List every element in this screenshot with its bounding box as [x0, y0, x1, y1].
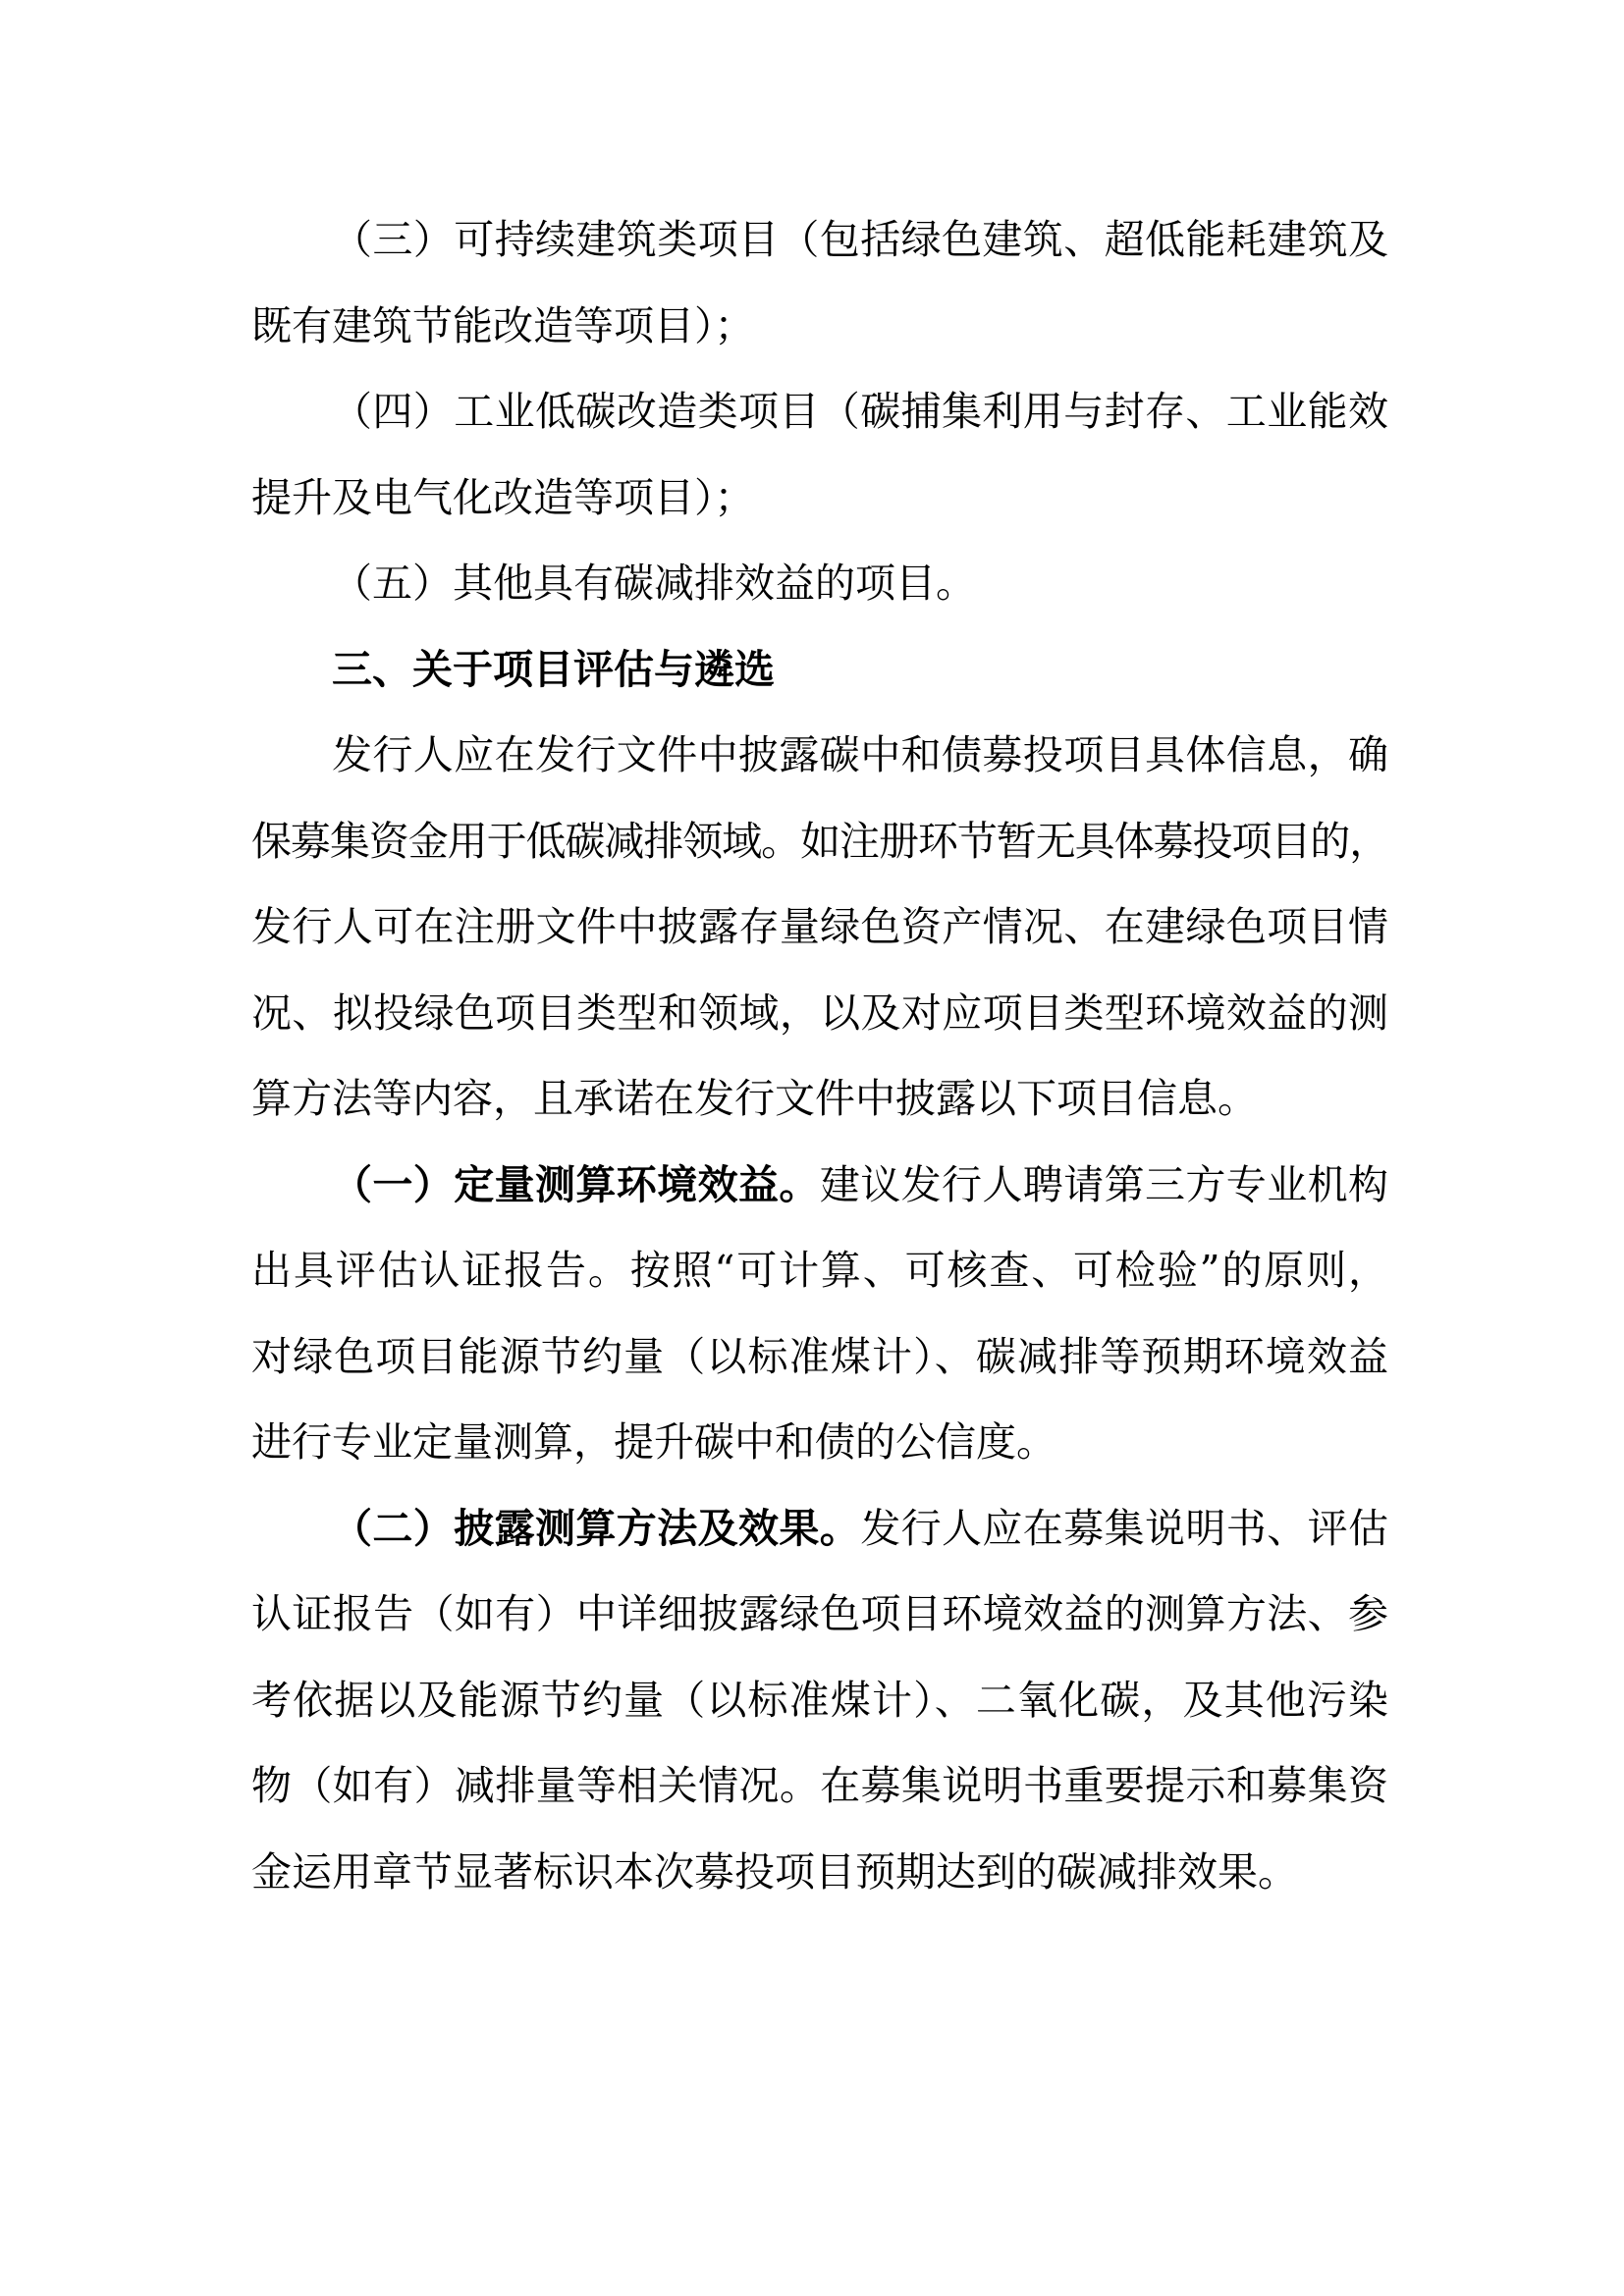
- subsection-2-text: 发行人应在募集说明书、评估: [860, 1504, 1389, 1552]
- list-item-4-line-2: 提升及电气化改造等项目）；: [251, 473, 755, 521]
- intro-paragraph-line-3: 发行人可在注册文件中披露存量绿色资产情况、在建绿色项目情: [251, 903, 1388, 950]
- intro-paragraph-line-1: 发行人应在发行文件中披露碳中和债募投项目具体信息，确: [332, 731, 1388, 778]
- subsection-1-title: （一）定量测算环境效益。: [332, 1160, 820, 1208]
- subsection-1-text: 建议发行人聘请第三方专业机构: [819, 1160, 1389, 1208]
- intro-paragraph-line-2: 保募集资金用于低碳减排领域。如注册环节暂无具体募投项目的，: [251, 817, 1388, 865]
- subsection-2-line-3: 考依据以及能源节约量（以标准煤计）、二氧化碳，及其他污染: [251, 1676, 1388, 1724]
- subsection-2-title: （二）披露测算方法及效果。: [332, 1504, 861, 1552]
- subsection-1-line-1: [251, 1143, 1388, 1229]
- list-item-3-line-1: （三）可持续建筑类项目（包括绿色建筑、超低能耗建筑及: [332, 216, 1388, 263]
- subsection-2-line-5: 金运用章节显著标识本次募投项目预期达到的碳减排效果。: [251, 1847, 1298, 1896]
- section-heading: 三、关于项目评估与遴选: [332, 645, 775, 693]
- subsection-2-line-1: [251, 1486, 1388, 1573]
- list-item-3-line-2: 既有建筑节能改造等项目）；: [251, 301, 755, 349]
- subsection-2-line-2: 认证报告（如有）中详细披露绿色项目环境效益的测算方法、参: [251, 1590, 1388, 1637]
- intro-paragraph-line-4: 况、拟投绿色项目类型和领域，以及对应项目类型环境效益的测: [251, 988, 1388, 1037]
- list-item-4-line-1: （四）工业低碳改造类项目（碳捕集利用与封存、工业能效: [332, 388, 1388, 435]
- document-body: [251, 197, 1388, 1915]
- subsection-1-line-3: 对绿色项目能源节约量（以标准煤计）、碳减排等预期环境效益: [251, 1332, 1388, 1380]
- intro-paragraph-line-5: 算方法等内容，且承诺在发行文件中披露以下项目信息。: [251, 1075, 1258, 1122]
- list-item-5-line-1: （五）其他具有碳减排效益的项目。: [332, 560, 976, 607]
- subsection-2-line-4: 物（如有）减排量等相关情况。在募集说明书重要提示和募集资: [251, 1762, 1388, 1809]
- subsection-1-line-2: 出具评估认证报告。按照“可计算、可核查、可检验”的原则，: [251, 1247, 1388, 1294]
- subsection-1-line-4: 进行专业定量测算，提升碳中和债的公信度。: [251, 1418, 1056, 1466]
